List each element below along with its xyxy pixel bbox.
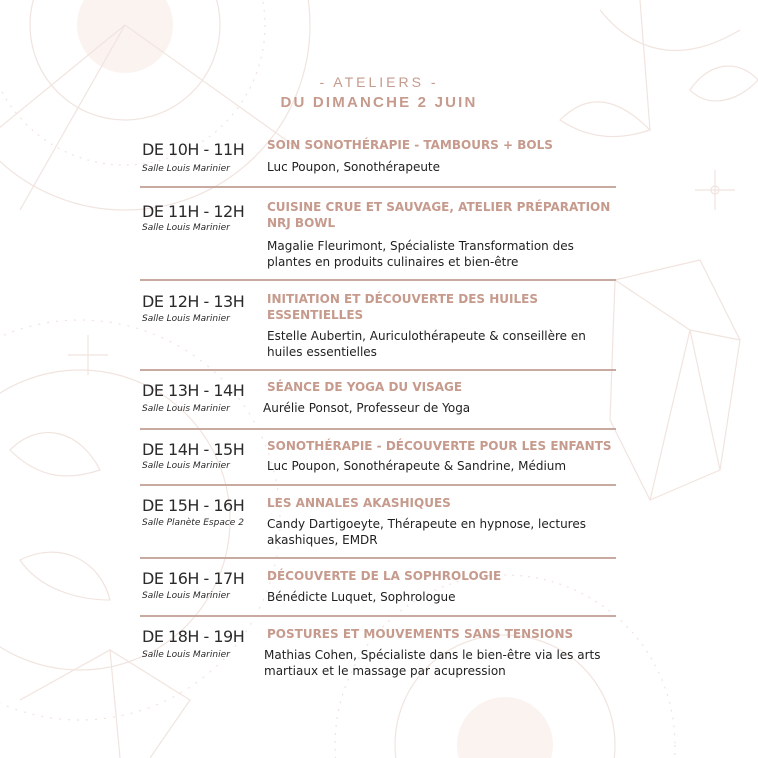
section-eyebrow: - ATELIERS -: [319, 74, 439, 90]
workshop-row: [140, 279, 616, 369]
workshop-title: LES ANNALES AKASHIQUES: [267, 496, 451, 510]
workshop-speakers: Magalie Fleurimont, Spécialiste Transformation des plantes en produits culinaires et bien-être: [267, 239, 574, 269]
header: [0, 74, 758, 111]
workshop-room: Salle Planète Espace 2: [142, 518, 244, 528]
workshop-row: [140, 615, 616, 695]
workshop-schedule: [140, 130, 616, 695]
workshop-row: [140, 557, 616, 615]
workshop-title: DÉCOUVERTE DE LA SOPHROLOGIE: [267, 569, 502, 583]
workshop-speakers: Luc Poupon, Sonothérapeute & Sandrine, Médium: [267, 459, 567, 473]
workshop-speakers: Aurélie Ponsot, Professeur de Yoga: [263, 401, 471, 415]
workshop-speakers: Luc Poupon, Sonothérapeute: [267, 160, 441, 174]
workshop-title: SONOTHÉRAPIE - DÉCOUVERTE POUR LES ENFANTS: [267, 439, 612, 453]
workshop-time: DE 10H - 11H: [142, 140, 245, 159]
workshop-time: DE 16H - 17H: [142, 569, 245, 588]
workshop-row: [140, 186, 616, 279]
workshop-room: Salle Louis Marinier: [142, 650, 230, 660]
page-title: DU DIMANCHE 2 JUIN: [280, 94, 478, 111]
workshop-speakers: Candy Dartigoeyte, Thérapeute en hypnose, lectures akashiques, EMDR: [267, 517, 586, 547]
workshop-time: DE 14H - 15H: [142, 440, 245, 459]
workshop-title: INITIATION ET DÉCOUVERTE DES HUILES ESSENTIELLES: [267, 292, 538, 322]
workshop-title: CUISINE CRUE ET SAUVAGE, ATELIER PRÉPARATION NRJ BOWL: [267, 200, 611, 230]
workshop-row: [140, 484, 616, 557]
workshop-row: [140, 369, 616, 428]
workshop-title: POSTURES ET MOUVEMENTS SANS TENSIONS: [267, 627, 574, 641]
workshop-time: DE 12H - 13H: [142, 292, 245, 311]
workshop-time: DE 18H - 19H: [142, 627, 245, 646]
workshop-room: Salle Louis Marinier: [142, 223, 230, 233]
workshop-time: DE 15H - 16H: [142, 496, 245, 515]
workshop-title: SÉANCE DE YOGA DU VISAGE: [267, 380, 463, 394]
workshop-row: [140, 428, 616, 484]
workshop-row: [140, 130, 616, 186]
workshop-room: Salle Louis Marinier: [142, 314, 230, 324]
workshop-title: SOIN SONOTHÉRAPIE - TAMBOURS + BOLS: [267, 138, 553, 152]
workshop-speakers: Mathias Cohen, Spécialiste dans le bien-être via les arts martiaux et le massage par acupression: [264, 648, 601, 678]
workshop-room: Salle Louis Marinier: [142, 461, 230, 471]
workshop-time: DE 13H - 14H: [142, 381, 245, 400]
workshop-time: DE 11H - 12H: [142, 202, 245, 221]
workshop-speakers: Bénédicte Luquet, Sophrologue: [267, 590, 456, 604]
workshop-room: Salle Louis Marinier: [142, 404, 230, 414]
workshop-room: Salle Louis Marinier: [142, 164, 230, 174]
workshop-room: Salle Louis Marinier: [142, 591, 230, 601]
workshop-speakers: Estelle Aubertin, Auriculothérapeute & conseillère en huiles essentielles: [267, 329, 586, 359]
